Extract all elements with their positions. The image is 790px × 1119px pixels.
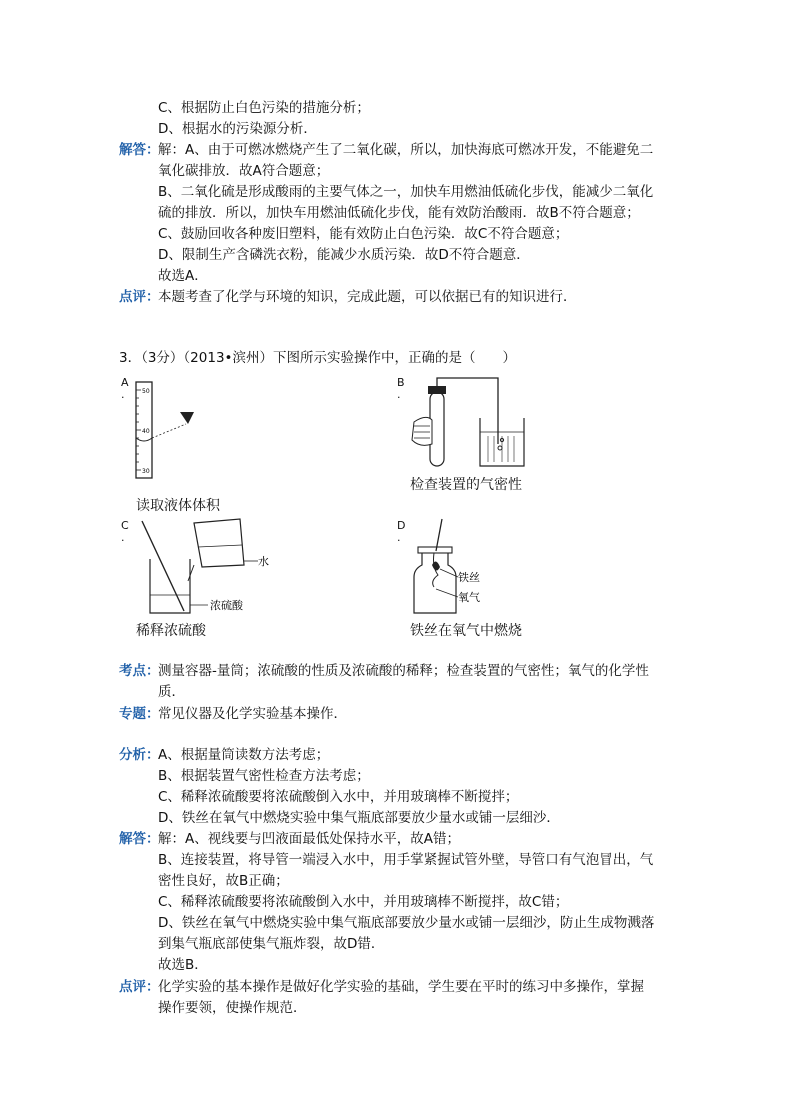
answer-line: 故选A． xyxy=(158,268,208,284)
answer-line: 解：A、由于可燃冰燃烧产生了二氧化碳，所以，加快海底可燃冰开发，不能避免二 xyxy=(158,142,654,158)
option-b-caption: 检查装置的气密性 xyxy=(410,477,522,493)
fenxi-line: A、根据量筒读数方法考虑； xyxy=(158,747,330,763)
scale-mark-50: 50 xyxy=(142,388,150,395)
zhuanti-label: 专题： xyxy=(119,706,160,722)
analysis-line-d: D、根据水的污染源分析． xyxy=(158,121,317,137)
fenxi-line: D、铁丝在氧气中燃烧实验中集气瓶底部要放少量水或铺一层细沙． xyxy=(158,810,560,826)
answer-line: C、鼓励回收各种废旧塑料，能有效防止白色污染．故C不符合题意； xyxy=(158,226,569,242)
answer-line: B、二氧化硫是形成酸雨的主要气体之一，加快车用燃油低硫化步伐，能减少二氧化 xyxy=(158,184,654,200)
answer2-line: C、稀释浓硫酸要将浓硫酸倒入水中，并用玻璃棒不断搅拌，故C错； xyxy=(158,894,569,910)
label-oxygen: 氧气 xyxy=(458,591,480,604)
kaodian-line: 测量容器-量筒；浓硫酸的性质及浓硫酸的稀释；检查装置的气密性；氧气的化学性 xyxy=(158,663,649,679)
fenxi-line: C、稀释浓硫酸要将浓硫酸倒入水中，并用玻璃棒不断搅拌； xyxy=(158,789,519,805)
graduated-cylinder-figure xyxy=(128,380,208,480)
comment2-line: 化学实验的基本操作是做好化学实验的基础，学生要在平时的练习中多操作，掌握 xyxy=(158,979,644,995)
question-stem: 3．（3分）（2013•滨州）下图所示实验操作中，正确的是（ ） xyxy=(119,350,516,366)
analysis-line-c: C、根据防止白色污染的措施分析； xyxy=(158,100,370,116)
airtightness-check-figure xyxy=(408,374,538,470)
option-a-caption: 读取液体体积 xyxy=(136,498,220,514)
kaodian-label: 考点： xyxy=(119,663,160,679)
fenxi-label: 分析： xyxy=(119,747,160,763)
answer-label: 解答： xyxy=(119,142,160,158)
option-c-caption: 稀释浓硫酸 xyxy=(136,623,206,639)
answer2-line: D、铁丝在氧气中燃烧实验中集气瓶底部要放少量水或铺一层细沙，防止生成物溅落 xyxy=(158,915,655,931)
comment2-label: 点评： xyxy=(119,979,160,995)
answer2-line: 解：A、视线要与凹液面最低处保持水平，故A错； xyxy=(158,831,460,847)
answer2-label: 解答： xyxy=(119,831,160,847)
answer2-line: 密性良好，故B正确； xyxy=(158,873,289,889)
comment2-line: 操作要领，使操作规范． xyxy=(158,1000,307,1016)
dilution-figure xyxy=(132,517,282,619)
label-conc-acid: 浓硫酸 xyxy=(210,599,243,612)
iron-wire-burning-figure xyxy=(408,517,518,619)
zhuanti-text: 常见仪器及化学实验基本操作． xyxy=(158,706,347,722)
answer-line: 硫的排放．所以，加快车用燃油低硫化步伐，能有效防治酸雨．故B不符合题意； xyxy=(158,205,640,221)
answer-line: 氧化碳排放．故A符合题意； xyxy=(158,163,330,179)
scale-mark-30: 30 xyxy=(142,468,150,475)
scale-mark-40: 40 xyxy=(142,428,150,435)
comment-text: 本题考查了化学与环境的知识，完成此题，可以依据已有的知识进行． xyxy=(158,289,577,305)
answer2-line: 故选B． xyxy=(158,957,208,973)
option-d-letter: D . xyxy=(397,519,406,544)
answer2-line: B、连接装置，将导管一端浸入水中，用手掌紧握试管外壁，导管口有气泡冒出，气 xyxy=(158,852,654,868)
comment-label: 点评： xyxy=(119,289,160,305)
answer2-line: 到集气瓶底部使集气瓶炸裂，故D错． xyxy=(158,936,385,952)
fenxi-line: B、根据装置气密性检查方法考虑； xyxy=(158,768,370,784)
option-a-letter: A . xyxy=(121,376,129,401)
kaodian-line: 质． xyxy=(158,684,185,700)
label-iron-wire: 铁丝 xyxy=(458,571,480,584)
label-water: 水 xyxy=(258,555,269,568)
option-b-letter: B . xyxy=(397,376,405,401)
answer-line: D、限制生产含磷洗衣粉，能减少水质污染．故D不符合题意． xyxy=(158,247,530,263)
option-d-caption: 铁丝在氧气中燃烧 xyxy=(410,623,522,639)
option-c-letter: C . xyxy=(121,519,129,544)
